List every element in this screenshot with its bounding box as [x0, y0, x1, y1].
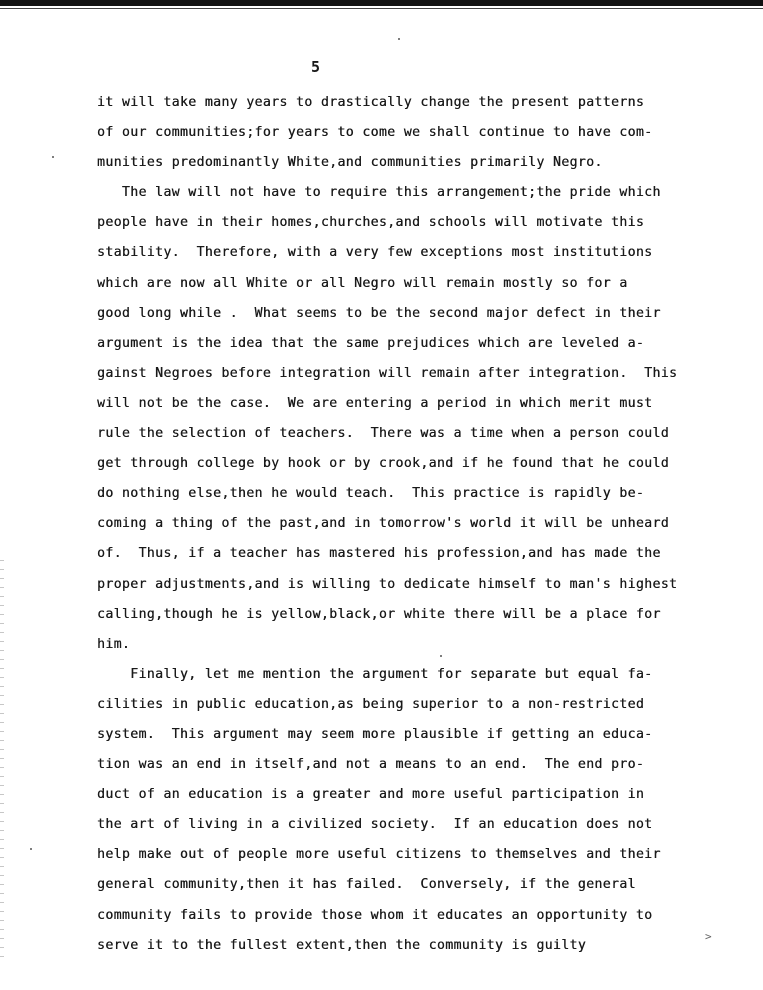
text-line: system. This argument may seem more plausible if getting an educa-: [97, 726, 653, 742]
text-line: argument is the idea that the same prejudices which are leveled a-: [97, 335, 645, 351]
text-line: rule the selection of teachers. There was a time when a person could: [97, 426, 669, 442]
top-border-thin-rule: [0, 8, 763, 9]
page-number: 5: [311, 58, 321, 76]
document-body: [97, 88, 737, 961]
text-line: general community,then it has failed. Conversely, if the general: [97, 877, 636, 893]
scan-speck: [52, 156, 54, 158]
text-line: do nothing else,then he would teach. This practice is rapidly be-: [97, 486, 645, 502]
text-line: gainst Negroes before integration will remain after integration. This: [97, 365, 678, 381]
margin-mark: >: [705, 930, 712, 943]
scan-edge-artifact: [0, 560, 4, 960]
text-line: community fails to provide those whom it educates an opportunity to: [97, 907, 653, 923]
text-line: which are now all White or all Negro will remain mostly so for a: [97, 275, 628, 291]
scan-speck: [440, 655, 442, 657]
text-line: it will take many years to drastically change the present patterns: [97, 95, 645, 110]
text-line: cilities in public education,as being superior to a non-restricted: [97, 696, 645, 712]
text-line: good long while . What seems to be the second major defect in their: [97, 305, 661, 321]
text-line: the art of living in a civilized society. If an education does not: [97, 817, 653, 833]
text-line: help make out of people more useful citizens to themselves and their: [97, 847, 661, 863]
text-line: get through college by hook or by crook,and if he found that he could: [97, 456, 669, 472]
text-line: people have in their homes,churches,and schools will motivate this: [97, 215, 645, 231]
text-line: of our communities;for years to come we shall continue to have com-: [97, 125, 653, 141]
text-line: stability. Therefore, with a very few exceptions most institutions: [97, 245, 653, 261]
scan-speck: [30, 848, 32, 850]
text-line: will not be the case. We are entering a period in which merit must: [97, 395, 653, 411]
text-line: serve it to the fullest extent,then the community is guilty: [97, 937, 587, 953]
text-line: duct of an education is a greater and more useful participation in: [97, 787, 645, 803]
text-line: calling,though he is yellow,black,or white there will be a place for: [97, 606, 661, 622]
text-line: of. Thus, if a teacher has mastered his profession,and has made the: [97, 546, 661, 562]
text-line: proper adjustments,and is willing to dedicate himself to man's highest: [97, 576, 678, 592]
top-border-rule: [0, 0, 763, 6]
text-line: him.: [97, 636, 131, 652]
text-line: munities predominantly White,and communities primarily Negro.: [97, 155, 603, 171]
text-line: Finally, let me mention the argument for separate but equal fa-: [97, 666, 653, 682]
text-line: tion was an end in itself,and not a means to an end. The end pro-: [97, 757, 645, 773]
text-line: coming a thing of the past,and in tomorrow's world it will be unheard: [97, 516, 669, 532]
text-line: The law will not have to require this arrangement;the pride which: [97, 185, 661, 201]
scan-speck: [398, 38, 400, 40]
